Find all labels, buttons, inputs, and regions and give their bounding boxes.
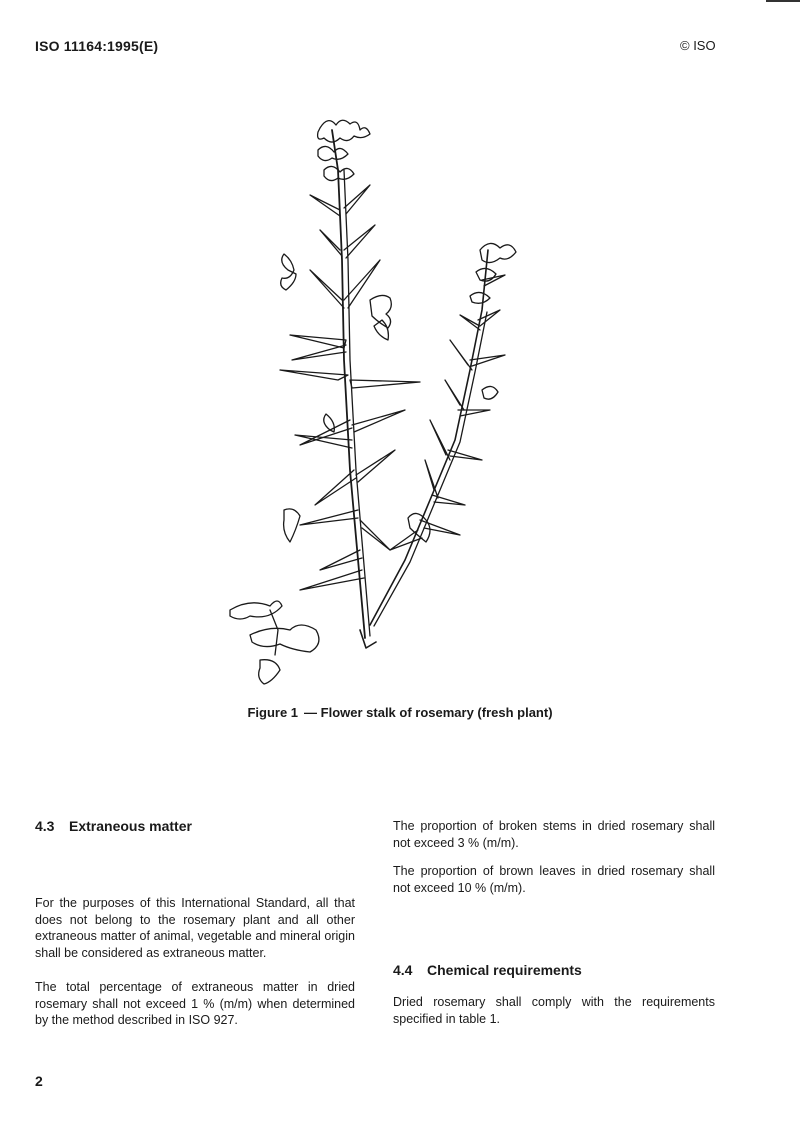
chemical-requirements-text: Dried rosemary shall comply with the requirements specified in table 1.: [393, 995, 715, 1026]
figure-caption-text: — Flower stalk of rosemary (fresh plant): [304, 705, 553, 720]
section-title: Chemical requirements: [427, 962, 582, 978]
rosemary-illustration: [220, 110, 540, 695]
extraneous-matter-definition: For the purposes of this International Standard, all that does not belong to the rosemary plant and all other extraneous matter of animal, vegetable and mineral origin shall be considered as extraneous matter.: [35, 896, 355, 960]
page-number: 2: [35, 1073, 43, 1089]
section-number: 4.4: [393, 962, 413, 978]
section-heading-extraneous-matter: [35, 818, 192, 834]
broken-stems-limit: The proportion of broken stems in dried rosemary shall not exceed 3 % (m/m).: [393, 819, 715, 850]
copyright-notice: © ISO: [680, 38, 716, 53]
corner-rule: [766, 0, 800, 2]
document-id: ISO 11164:1995(E): [35, 38, 159, 54]
brown-leaves-limit: The proportion of brown leaves in dried rosemary shall not exceed 10 % (m/m).: [393, 864, 715, 895]
section-heading-chemical-requirements: [393, 962, 582, 978]
section-title: Extraneous matter: [69, 818, 192, 834]
extraneous-matter-limit: The total percentage of extraneous matter in dried rosemary shall not exceed 1 % (m/m) when determined by the method described in ISO 927.: [35, 980, 355, 1027]
figure-caption: [0, 705, 800, 720]
figure-number: Figure 1: [247, 705, 299, 720]
section-number: 4.3: [35, 818, 55, 834]
